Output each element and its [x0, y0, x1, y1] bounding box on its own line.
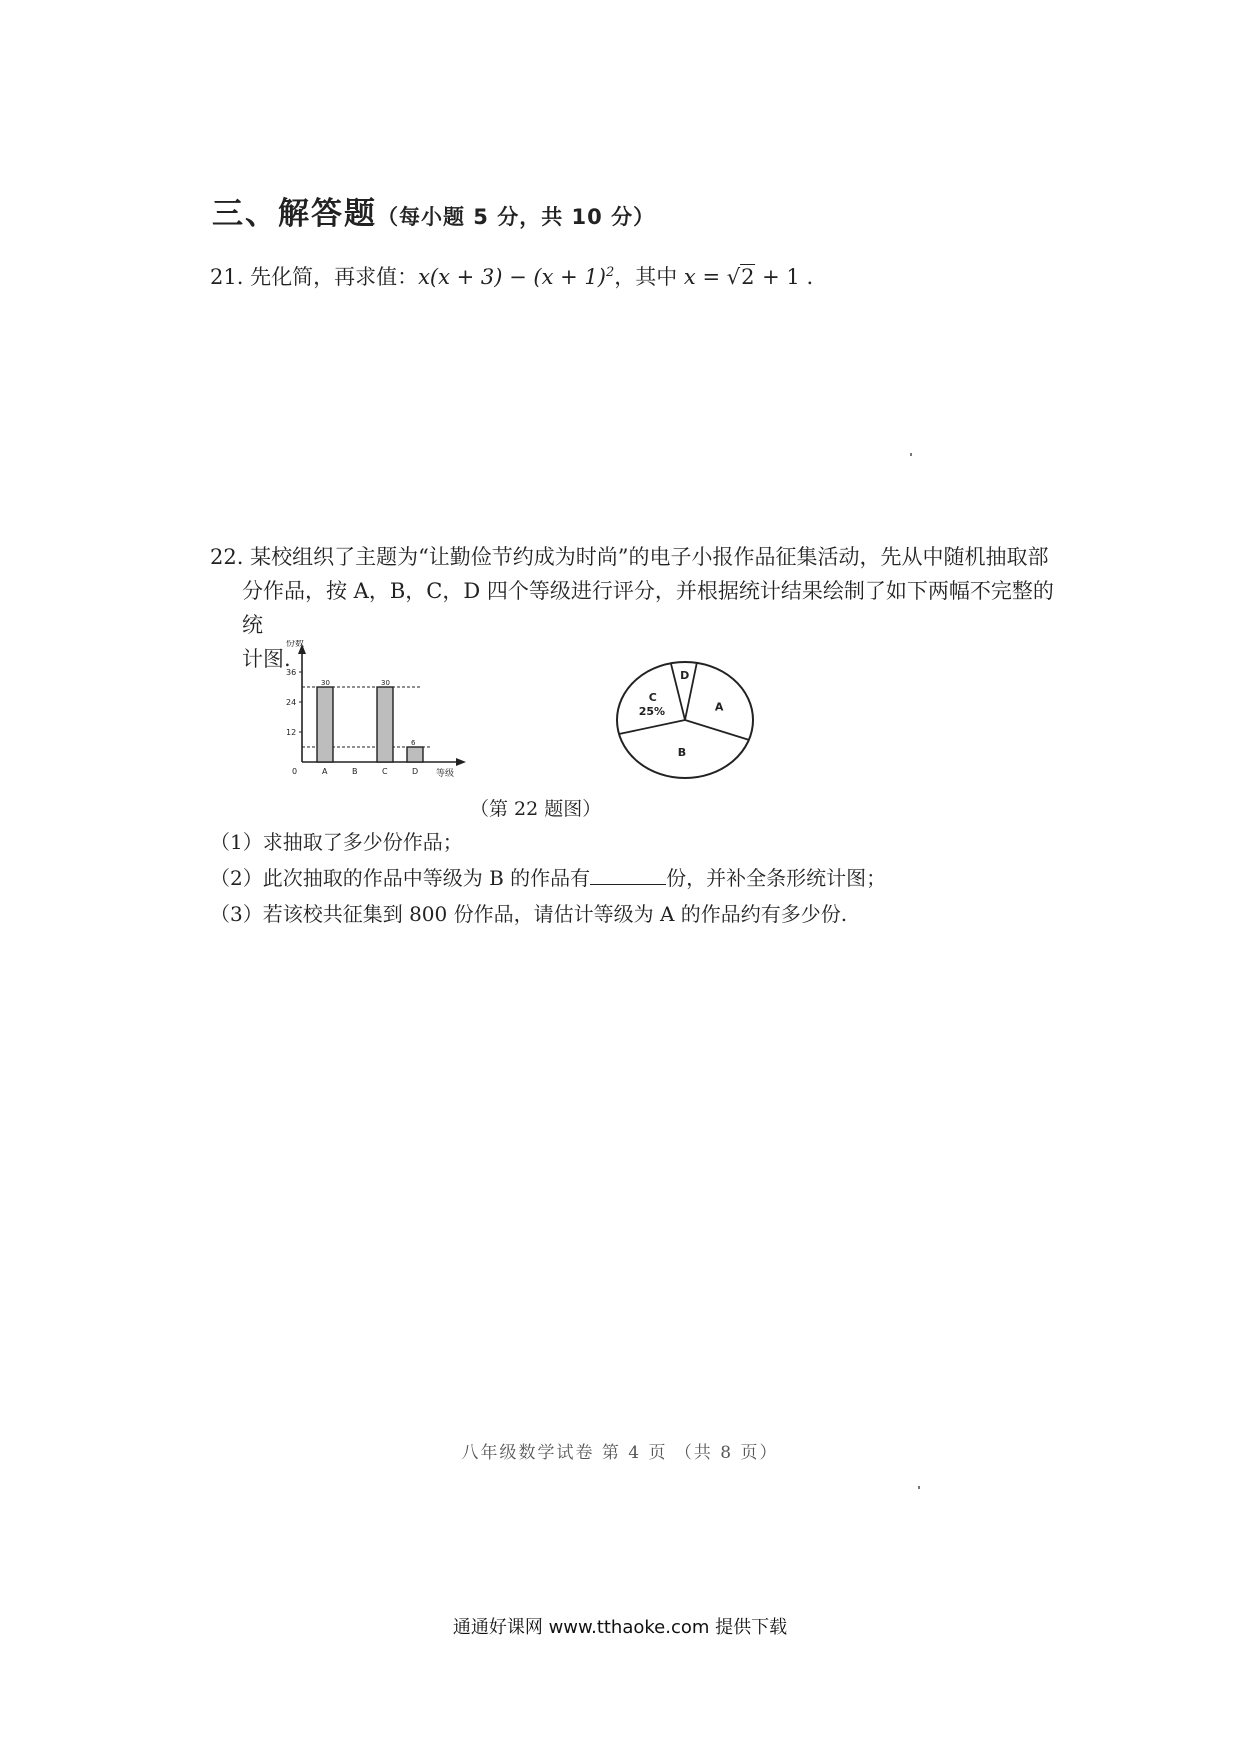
q21-expression-body: x(x + 3) − (x + 1)	[418, 265, 606, 289]
y-tick-label: 0	[292, 767, 298, 776]
q21-x-value	[684, 264, 813, 289]
q21-mid: ，其中	[614, 265, 684, 289]
bar-a	[317, 687, 333, 762]
download-credit: 通通好课网 www.tthaoke.com 提供下载	[452, 1617, 788, 1638]
q21-tail: + 1 .	[755, 265, 814, 289]
q22-line-3: 计图.	[242, 647, 291, 671]
q22-line-1: 22. 某校组织了主题为“让勤俭节约成为时尚”的电子小报作品征集活动，先从中随机抽取部	[210, 545, 1049, 569]
sub-question-1: （1）求抽取了多少份作品；	[210, 830, 463, 854]
sub-question-2	[210, 862, 886, 894]
y-axis-label: 份数	[286, 640, 305, 649]
answer-blank[interactable]	[590, 864, 666, 885]
sqrt-sign: √	[726, 265, 741, 289]
q21-expression	[418, 265, 614, 289]
sub-question-2-text-a: （2）此次抽取的作品中等级为 B 的作品有	[210, 866, 591, 890]
q21-x-eq: x =	[683, 265, 727, 289]
pie-label-b: B	[677, 745, 687, 759]
pie-label-a: A	[714, 700, 724, 714]
bar-value-label: 30	[381, 679, 390, 687]
sqrt-argument: 2	[741, 265, 755, 289]
y-tick-label: 24	[286, 698, 297, 707]
page-footer: 八年级数学试卷 第 4 页 （共 8 页）	[461, 1443, 779, 1463]
pie-percent-c: 25%	[638, 704, 666, 718]
bar-value-label: 30	[321, 679, 330, 687]
x-axis-arrow	[456, 758, 466, 766]
bar-c	[377, 687, 393, 762]
sub-question-3: （3）若该校共征集到 800 份作品，请估计等级为 A 的作品约有多少份.	[210, 902, 848, 926]
question-21	[210, 256, 813, 294]
figure-caption: （第 22 题图）	[470, 798, 602, 820]
scan-speck	[918, 1486, 920, 1489]
q21-exponent: 2	[605, 265, 615, 280]
pie-chart	[610, 655, 760, 785]
bar-chart	[260, 640, 480, 780]
y-tick-label: 12	[286, 728, 297, 737]
pie-label-c: C	[648, 690, 657, 704]
x-tick-label: B	[352, 767, 358, 776]
section-title	[212, 188, 655, 233]
q22-line-2: 分作品，按 A，B，C，D 四个等级进行评分，并根据统计结果绘制了如下两幅不完整的统	[242, 579, 1054, 637]
q21-prefix: 21. 先化简，再求值：	[210, 265, 419, 289]
section-note: （每小题 5 分，共 10 分）	[377, 205, 656, 229]
bar-d	[407, 747, 423, 762]
y-tick-label: 36	[286, 668, 297, 677]
x-axis-label: 等级	[436, 769, 455, 779]
pie-label-d: D	[680, 668, 690, 682]
x-tick-label: C	[382, 767, 388, 776]
scan-speck	[910, 453, 912, 456]
sub-question-2-text-b: 份，并补全条形统计图；	[666, 866, 887, 890]
bar-value-label: 6	[411, 739, 416, 747]
x-tick-label: D	[412, 767, 419, 776]
x-tick-label: A	[322, 767, 328, 776]
section-heading: 三、解答题	[212, 196, 377, 232]
